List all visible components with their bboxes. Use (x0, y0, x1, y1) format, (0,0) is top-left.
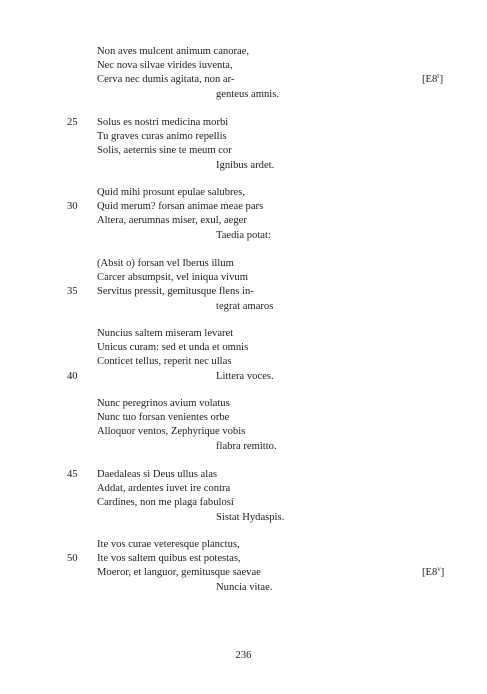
line-number: 25 (67, 117, 78, 128)
verse-line: Non aves mulcent animum canorae, (97, 46, 250, 57)
page-number: 236 (235, 650, 252, 661)
verse-line-short: Nuncia vitae. (216, 582, 273, 593)
verse-line: Nec nova silvae virides iuventa, (97, 60, 233, 71)
verse-line: Quid merum? forsan animae meae pars (97, 201, 264, 212)
verse-line-short: Ignibus ardet. (216, 160, 275, 171)
line-number: 45 (67, 469, 78, 480)
verse-line: Nunc tuo forsan venientes orbe (97, 412, 230, 423)
verse-line-short: Taedia potat: (216, 230, 271, 241)
verse-line: Cerva nec dumis agitata, non ar- (97, 74, 235, 85)
verse-line: Alloquor ventos, Zephyrique vobis (97, 426, 246, 437)
verse-line-short: Littera voces. (216, 371, 274, 382)
verse-line: Unicus curam: sed et unda et omnis (97, 342, 249, 353)
verse-line: Carcer absumpsit, vel iniqua vivum (97, 272, 248, 283)
verse-line-short: genteus amnis. (216, 89, 279, 100)
verse-line: Ite vos saltem quibus est potestas, (97, 553, 241, 564)
verse-line: Nunc peregrinos avium volatus (97, 398, 230, 409)
line-number: 30 (67, 201, 78, 212)
verse-line: Addat, ardentes iuvet ire contra (97, 483, 231, 494)
signature-mark: [E8$^v$] (422, 565, 445, 578)
verse-line: Ite vos curae veteresque planctus, (97, 539, 240, 550)
signature-mark: [E8$^r$] (422, 72, 444, 85)
line-number: 50 (67, 553, 78, 564)
verse-line-short: Sistat Hydaspis. (216, 512, 285, 523)
verse-line: Cardines, non me plaga fabulosi (97, 497, 234, 508)
verse-line-short: flabra remitto. (216, 441, 277, 452)
verse-line: Conticet tellus, reperit nec ullas (97, 356, 232, 367)
verse-line: Solis, aeternis sine te meum cor (97, 145, 232, 156)
verse-line: Moeror, et languor, gemitusque saevae (97, 567, 261, 578)
line-number: 40 (67, 371, 78, 382)
verse-line-short: tegrat amaros (216, 301, 274, 312)
verse-line: Tu graves curas animo repellis (97, 131, 227, 142)
verse-line: Nuncius saltem miseram levaret (97, 328, 234, 339)
verse-line: Altera, aerumnas miser, exul, aeger (97, 215, 247, 226)
line-number: 35 (67, 286, 78, 297)
verse-line: (Absit o) forsan vel Iberus illum (97, 258, 234, 269)
verse-line: Servitus pressit, gemitusque flens in- (97, 286, 254, 297)
verse-line: Quid mihi prosunt epulae salubres, (97, 187, 245, 198)
verse-line: Daedaleas si Deus ullus alas (97, 469, 218, 480)
verse-line: Solus es nostri medicina morbi (97, 117, 229, 128)
